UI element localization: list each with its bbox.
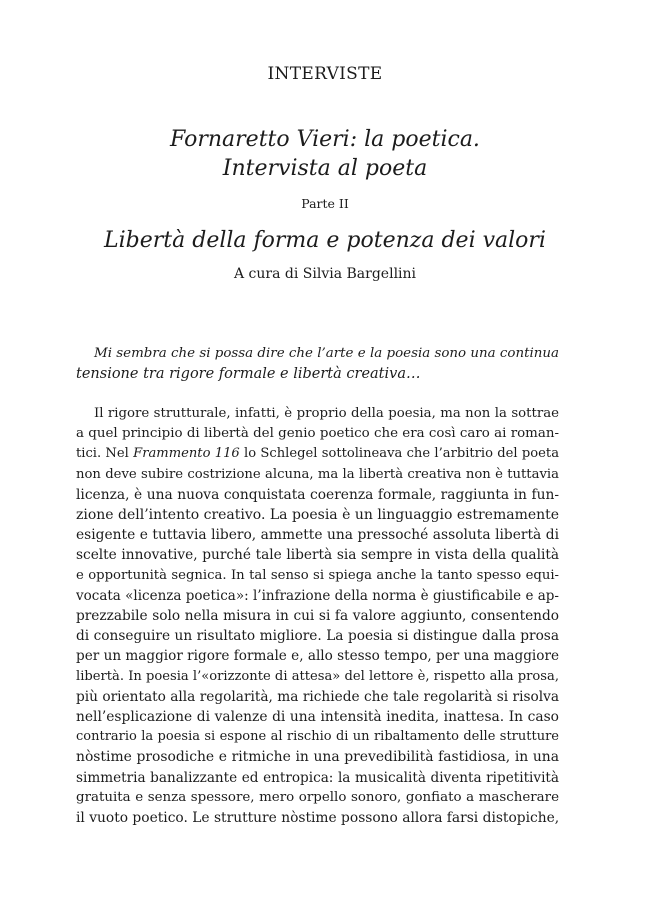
answer-line: scelte innovative, purché tale libertà sia sempre in vista della qualità (76, 547, 559, 564)
answer-line: libertà. In poesia l’«orizzonte di attesa» del lettore è, rispetto alla prosa, (76, 668, 559, 684)
answer-line: nell’esplicazione di valenze di una intensità inedita, inattesa. In caso (76, 709, 559, 726)
answer-line: e opportunità segnica. In tal senso si spiega anche la tanto spesso equi- (76, 567, 559, 583)
answer-line: esigente e tuttavia libero, ammette una pressoché assoluta libertà di (76, 527, 559, 544)
answer-line: a quel principio di libertà del genio poetico che era così caro ai roman- (76, 426, 559, 442)
interview-answer (76, 404, 559, 828)
answer-line: il vuoto poetico. Le strutture nòstime possono allora farsi distopiche, (76, 810, 559, 827)
answer-line: zione dell’intento creativo. La poesia è un linguaggio estremamente (76, 507, 559, 524)
answer-line: Il rigore strutturale, infatti, è proprio della poesia, ma non la sottrae (94, 406, 559, 421)
article-title-line-1: Fornaretto Vieri: la poetica. (170, 127, 480, 152)
answer-line: contrario la poesia si espone al rischio di un ribaltamento delle strutture (76, 729, 559, 745)
answer-line: di conseguire un risultato migliore. La poesia si distingue dalla prosa (76, 628, 559, 645)
article-subtitle: Libertà della forma e potenza dei valori (104, 228, 546, 253)
part-label: Parte II (301, 196, 349, 211)
answer-line: vocata «licenza poetica»: l’infrazione della norma è giustificabile e ap- (76, 587, 559, 604)
section-header: INTERVISTE (267, 64, 383, 84)
answer-line: nòstime prosodiche e ritmiche in una prevedibilità fastidiosa, in una (76, 749, 559, 766)
answer-line: non deve subire costrizione alcuna, ma la libertà creativa non è tuttavia (76, 466, 559, 482)
question-line: tensione tra rigore formale e libertà creativa… (76, 366, 421, 383)
interview-question (76, 344, 559, 384)
article-title-line-2: Intervista al poeta (222, 156, 428, 181)
curator-credit: A cura di Silvia Bargellini (233, 266, 417, 282)
answer-line: per un maggior rigore formale e, allo stesso tempo, per una maggiore (76, 648, 559, 665)
answer-line: simmetria banalizzante ed entropica: la musicalità diventa ripetitività (76, 769, 559, 786)
answer-line: licenza, è una nuova conquistata coerenza formale, raggiunta in fun- (76, 486, 559, 503)
answer-text: tici. Nel (76, 446, 134, 462)
answer-text: lo Schlegel sottolineava che l’arbitrio del poeta (239, 446, 559, 462)
question-line: Mi sembra che si possa dire che l’arte e la poesia sono una continua (94, 346, 559, 361)
answer-line (76, 444, 559, 464)
answer-line: prezzabile solo nella misura in cui si fa valore aggiunto, consentendo (76, 608, 559, 625)
answer-line: più orientato alla regolarità, ma richiede che tale regolarità si risolva (76, 688, 559, 705)
answer-line: gratuita e senza spessore, mero orpello sonoro, gonfiato a mascherare (76, 789, 559, 805)
work-title: Frammento 116 (133, 446, 240, 462)
